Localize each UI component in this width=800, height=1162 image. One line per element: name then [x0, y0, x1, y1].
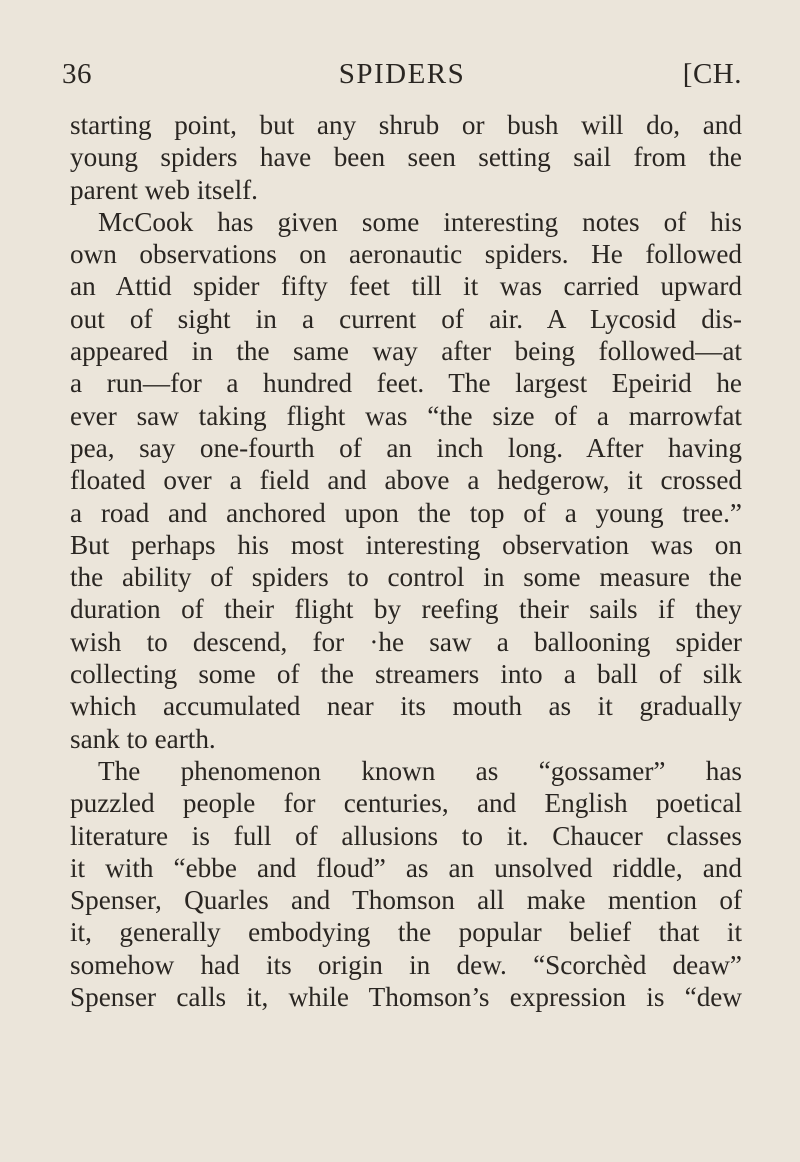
- chapter-marker: [CH.: [682, 58, 742, 90]
- text-line: floated over a field and above a hedgerow, it crossed: [70, 465, 742, 496]
- text-line: which accumulated near its mouth as it gradually: [70, 691, 742, 722]
- page-number: 36: [62, 58, 92, 90]
- text-line: The phenomenon known as “gossamer” has: [98, 755, 742, 786]
- body-text: [70, 109, 742, 1013]
- text-line: appeared in the same way after being followed—at: [70, 336, 742, 367]
- text-line: somehow had its origin in dew. “Scorchèd deaw”: [70, 949, 742, 980]
- text-line: pea, say one-fourth of an inch long. After having: [70, 432, 742, 463]
- text-line: wish to descend, for ·he saw a ballooning spider: [70, 626, 742, 657]
- text-line: out of sight in a current of air. A Lycosid dis-: [70, 303, 742, 334]
- running-title: SPIDERS: [338, 58, 466, 90]
- text-line: duration of their flight by reefing their sails if they: [70, 594, 742, 625]
- text-line: puzzled people for centuries, and English poetical: [70, 788, 742, 819]
- text-line: But perhaps his most interesting observation was on: [70, 529, 742, 560]
- text-line: young spiders have been seen setting sail from the: [70, 142, 742, 173]
- running-head: [62, 54, 742, 94]
- text-line: parent web itself.: [70, 174, 258, 205]
- text-line: it with “ebbe and floud” as an unsolved riddle, and: [70, 852, 742, 883]
- text-line: an Attid spider fifty feet till it was carried upward: [70, 271, 742, 302]
- text-line: sank to earth.: [70, 723, 216, 754]
- text-line: the ability of spiders to control in some measure the: [70, 562, 742, 593]
- paragraph-3: [70, 755, 742, 1013]
- text-line: it, generally embodying the popular belief that it: [70, 917, 742, 948]
- text-line: Spenser, Quarles and Thomson all make mention of: [70, 885, 742, 916]
- text-line: Spenser calls it, while Thomson’s expression is “dew: [70, 982, 742, 1013]
- text-line: collecting some of the streamers into a ball of silk: [70, 659, 742, 690]
- paragraph-2: [70, 206, 742, 755]
- text-line: McCook has given some interesting notes of his: [98, 206, 742, 237]
- paragraph-1: [70, 109, 742, 206]
- text-line: own observations on aeronautic spiders. He followed: [70, 239, 742, 270]
- text-line: starting point, but any shrub or bush will do, and: [70, 110, 742, 140]
- text-line: a road and anchored upon the top of a young tree.”: [70, 497, 742, 528]
- text-line: a run—for a hundred feet. The largest Epeirid he: [70, 368, 742, 399]
- text-line: literature is full of allusions to it. Chaucer classes: [70, 820, 742, 851]
- text-line: ever saw taking flight was “the size of a marrowfat: [70, 400, 742, 431]
